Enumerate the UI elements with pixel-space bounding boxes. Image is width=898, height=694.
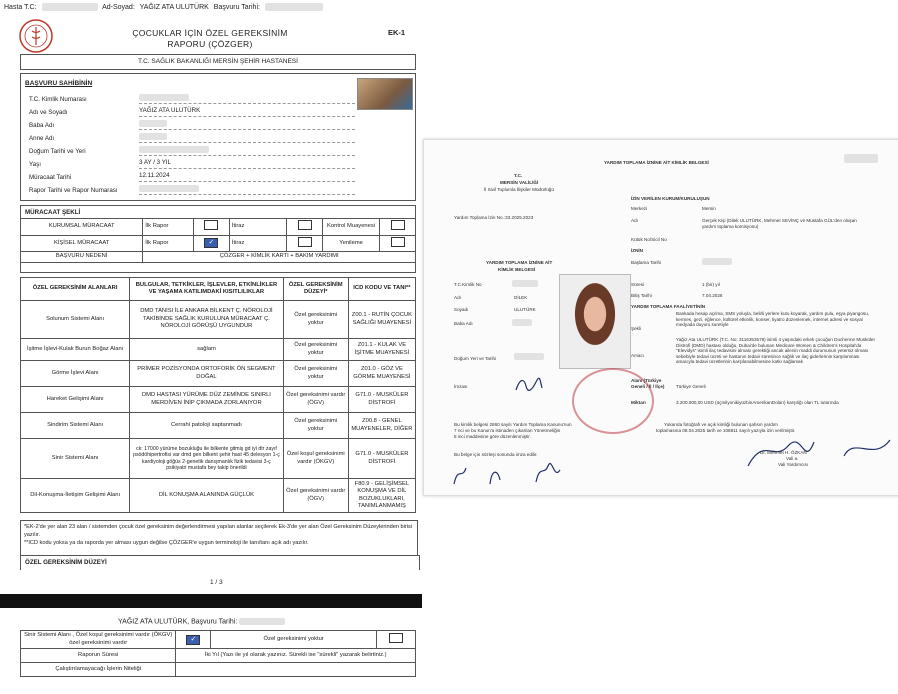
level-section-title: ÖZEL GEREKSİNİM DÜZEYİ <box>20 555 420 570</box>
row-area: Görme İşlevi Alanı <box>21 361 130 387</box>
gov-line-2: MERSİN VALİLİĞİ <box>500 180 539 185</box>
law-text-1: Bu kimlik belgesi 2860 sayılı Yardım Toplama Kanunu'nun <box>454 422 572 427</box>
field-value-father <box>139 120 355 130</box>
field-label-father: Baba Adı <box>29 122 55 129</box>
field-label-application-date: Müracaat Tarihi <box>29 174 72 181</box>
checkbox-cell[interactable] <box>287 235 323 252</box>
page2-table <box>20 630 416 677</box>
field-value-report-no <box>139 185 355 195</box>
row-findings: ck: 17000 yürüme bozukluğu ile bilkente gitmiş gd iyi dtr zayıf psödöhipertrofisi var dmd gen bilkent şehir hast 45 delesyon 1-ç kardiyoloji göğüs 2-genetik danışmanlık fizik tedavisi 3-ç psikiyatri mustafa bey takip önerildi <box>130 439 283 479</box>
applicant-section <box>20 73 416 201</box>
checkbox[interactable] <box>298 220 312 230</box>
row-level: Özel gereksinimi yoktur <box>283 339 348 361</box>
field-label-name: Adı ve Soyadı <box>29 109 68 116</box>
row-area: Dil-Konuşma-İletişim Gelişimi Alanı <box>21 479 130 513</box>
application-row-label: KURUMSAL MÜRACAAT <box>21 219 143 236</box>
row-value <box>176 663 416 677</box>
org-label: Süresi <box>631 282 645 287</box>
purpose-label: Amacı <box>631 353 645 358</box>
option-label: Özel gereksinimi yoktur <box>211 631 376 649</box>
needs-table-header <box>21 278 416 301</box>
org-value: Mersin <box>702 206 716 211</box>
org-label: Adı <box>631 218 638 223</box>
report-page-1 <box>0 0 422 592</box>
checkbox[interactable] <box>298 237 312 247</box>
page2-header-name: YAĞIZ ATA ULUTÜRK, Başvuru Tarihi: <box>118 618 238 626</box>
signer-role-2: Vali Yardımcısı <box>778 462 809 467</box>
amount-value: 3.200.000,00 USD (üçmilyonikiyüzbinAmerikanDoları) karşılığı olan TL tutarında <box>676 400 839 405</box>
row-icd: G71.0 - MUSKÜLER DİSTROFİ <box>348 439 415 479</box>
cert-field-label: Baba Adı <box>454 321 473 326</box>
option-label: İlk Rapor <box>143 235 194 252</box>
amount-label: Miktarı <box>631 400 646 405</box>
table-row <box>21 631 416 649</box>
checkbox-cell[interactable] <box>376 631 415 649</box>
row-level: Özel gereksinimi vardır (ÖGV) <box>283 479 348 513</box>
checkbox-checked-icon[interactable]: ✓ <box>204 238 218 248</box>
row-area: Sinir Sistemi Alanı <box>21 439 130 479</box>
date-label: Başvuru Tarihi: <box>213 3 260 11</box>
org-title: İZİN VERİLEN KURUM/KURULUŞUN <box>631 196 710 201</box>
row-area: İşitme İşlevi-Kulak Burun Boğaz Alanı <box>21 339 130 361</box>
checkbox-cell[interactable] <box>380 235 416 252</box>
cert-field-value: DİLEK <box>514 295 528 300</box>
row-level: Özel gereksinimi yoktur <box>283 413 348 439</box>
title-line-1: ÇOCUKLAR İÇİN ÖZEL GEREKSİNİM <box>132 28 288 38</box>
checkbox[interactable] <box>204 220 218 230</box>
org-value: Gerçek Kişi (Dilek ULUTÜRK, Mehmet SEVİNÇ ve Mustafa GÜL'den oluşan yardım toplama komisyonu) <box>702 218 857 229</box>
org-label: Kütük No/Sicil No <box>631 237 667 242</box>
org-value: 1 (bir) yıl <box>702 282 720 287</box>
table-row <box>21 301 416 339</box>
row-level: Özel gereksinimi yoktur <box>283 361 348 387</box>
patient-name: YAĞIZ ATA ULUTÜRK <box>139 3 209 11</box>
application-row-kurumsal <box>21 219 416 236</box>
table-row <box>21 439 416 479</box>
field-value-tc <box>139 94 355 104</box>
option-label: Yenileme <box>322 235 379 252</box>
field-label-mother: Anne Adı <box>29 135 55 142</box>
applicant-section-title: BAŞVURU SAHİBİNİN <box>25 80 93 87</box>
field-label-tc: T.C. Kimlik Numarası <box>29 96 87 103</box>
field-value-name: YAĞIZ ATA ULUTÜRK <box>139 107 355 117</box>
permit-number: Yardım Toplama İzin No.:33.2025.2023 <box>454 215 534 220</box>
table-row <box>21 413 416 439</box>
row-findings: Cerrahi patoloji saptanmadı <box>130 413 283 439</box>
checkbox-cell[interactable] <box>194 219 230 236</box>
method-label: Şekli <box>631 326 641 331</box>
hospital-name: T.C. SAĞLIK BAKANLIĞI MERSİN ŞEHİR HASTANESİ <box>20 54 416 70</box>
signature-icon <box>514 376 544 394</box>
row-icd: Z01.1 - KULAK VE İŞİTME MUAYENESİ <box>348 339 415 361</box>
checkbox-cell[interactable] <box>194 235 230 252</box>
header-findings: BULGULAR, TETKİKLER, İŞLEVLER, ETKİNLİKLER VE YAŞAMA KATILIMDAKİ KISITLILIKLAR <box>130 278 283 301</box>
row-value: İki Yıl (Yazı ile yıl olarak yazınız. Sürekli ise "sürekli" yazarak belirtiniz.) <box>176 649 416 663</box>
redacted-id <box>844 154 878 163</box>
holder-photo <box>559 274 631 369</box>
footnote-1: *EK-2'de yer alan 23 alan / sistemden çocuk özel gereksinim değerlendirmesi yapılan alanlar seçilerek Ek-3'de yer alan Özel Gereksinim Düzeylerinden birisi yazılır. <box>24 524 412 538</box>
footnotes <box>20 520 418 556</box>
signers-text: Bu belge için sözleşi sonunda imza edilir. <box>454 452 538 457</box>
purpose-value: Yağız Ata ULUTÜRK (T.C. No: 3116353578) isimli 4 yaşındaki erkek çocuğun Duchenne Musküler Distrofi (DMD) hastası olduğu, Dubai'de bulunan Medicare Women & Children's Hospital'da "Elevidys" isimli ilaç tedavisini alması gerektiği ancak ailenin maddi durumunun yetersiz olması sebebiyle tedavi ücreti ve hastanın tedavi süresince sağlık ve ilaç giderlerinin karşılanması amacıyla tedavi ücretlerinin karşılanabilmesine katkı sağlamak <box>676 337 875 364</box>
option-label: İlk Rapor <box>143 219 194 236</box>
application-type-title: MÜRACAAT ŞEKLİ <box>25 209 81 216</box>
activity-title: YARDIM TOPLAMA FAALİYETİNİN <box>631 304 706 309</box>
table-row <box>21 479 416 513</box>
field-value-birth <box>139 146 355 156</box>
row-icd: Z01.0 - GÖZ VE GÖRME MUAYENESİ <box>348 361 415 387</box>
org-label: Başlama Tarihi <box>631 260 662 265</box>
approval-text-1: Yukarıda fotoğrafı ve açık kimliği bulunan şahsın yardım <box>664 422 778 427</box>
checkbox[interactable] <box>391 220 405 230</box>
row-level: Özel gereksinimi vardır (ÖGV) <box>283 387 348 413</box>
report-title <box>110 28 310 50</box>
row-findings: DMD TANISI İLE ANKARA BİLKENT Ç. NÖROLOJİ TAKİBİNDE SAĞLIK KURULUNA MÜRACAAT Ç. NÖROLOJİ GÖRÜŞÜ UYGUNDUR <box>130 301 283 339</box>
option-label: İtiraz <box>229 219 286 236</box>
redacted-start-date <box>702 258 732 265</box>
application-row-kisisel <box>21 235 416 252</box>
law-text-3: 8 inci maddesine göre düzenlenmiştir. <box>454 434 531 439</box>
option-label: İtiraz <box>229 235 286 252</box>
redacted-tc <box>42 3 98 11</box>
name-label: Ad-Soyad: <box>102 3 135 11</box>
row-area: Solunum Sistemi Alanı <box>21 301 130 339</box>
cert-field-label: T.C.Kimlik No <box>454 282 482 287</box>
area-value: Türkiye Geneli <box>676 384 706 389</box>
row-findings: DİL KONUŞMA ALANINDA GÜÇLÜK <box>130 479 283 513</box>
org-value: 7.04.2026 <box>702 293 723 298</box>
row-icd: Z00.1 - RUTİN ÇOCUK SAĞLIĞI MUAYENESİ <box>348 301 415 339</box>
row-area: Sindirim Sistemi Alanı <box>21 413 130 439</box>
footnote-2: **ICD kodu yoksa ya da raporda yer alması uygun değilse ÇÖZGER'e uygun terminoloji ile tanı/tanı açık adı yazılır. <box>24 540 309 546</box>
checkbox-cell[interactable] <box>380 219 416 236</box>
table-row <box>21 339 416 361</box>
method-value: Bankada hesap açılma, SMS yoluyla, belirli yerlere kutu koyarak, yardım pulu, eşya piyangosu, kermes, gezi, eğlence, kültürel etkinlik, konser, tiyatro düzenlemek, internet adresi ve sosyal medyada duyuru suretiyle <box>676 311 870 327</box>
row-icd: F80.9 - GELİŞİMSEL KONUŞMA VE DİL BOZUKLUKLARI, TANIMLANMAMIŞ <box>348 479 415 513</box>
org-label: Merkezi <box>631 206 648 211</box>
card-title-2: KİMLİK BELGESİ <box>498 267 536 272</box>
row-icd: G71.0 - MUSKÜLER DİSTROFİ <box>348 387 415 413</box>
area-label: Alanı (Türkiye Geneli / İl / İlçe) <box>631 378 665 389</box>
page-separator <box>0 594 422 608</box>
needs-table <box>20 277 416 513</box>
table-row <box>21 387 416 413</box>
checkbox-checked-icon[interactable]: ✓ <box>186 635 200 645</box>
page-number: 1 / 3 <box>210 579 223 586</box>
redacted-tc <box>512 280 538 287</box>
gov-line-3: İl Sivil Toplumla İlişkiler Müdürlüğü <box>484 187 554 192</box>
table-row <box>21 663 416 677</box>
card-title-1: YARDIM TOPLAMA İZNİNE AİT <box>486 260 553 265</box>
redacted-date <box>239 618 285 625</box>
field-label-birth: Doğum Tarihi ve Yeri <box>29 148 86 155</box>
row-label: Sinir Sistemi Alanı , Özel koşul gereksinimi vardır (ÖKGV) özel gereksinimi vardır <box>21 631 176 649</box>
ministry-seal-icon <box>18 18 54 54</box>
application-row-label: KİŞİSEL MÜRACAAT <box>21 235 143 252</box>
page2-header <box>118 618 285 625</box>
application-reason-row <box>21 252 416 263</box>
checkbox[interactable] <box>391 237 405 247</box>
report-page-2 <box>0 608 422 694</box>
header-area: ÖZEL GEREKSİNİM ALANLARI <box>21 278 130 301</box>
signer-role-1: Vali a. <box>786 456 799 461</box>
law-text-2: 7 nci ve bu Kanun'a istinaden çıkarılan Yönetmeliğin <box>454 428 561 433</box>
gov-line-1: T.C. <box>514 173 523 178</box>
tc-label: Hasta T.C: <box>4 3 37 11</box>
row-area: Hareket Gelişimi Alanı <box>21 387 130 413</box>
redacted-father <box>512 319 532 326</box>
signer-name: Dr. Mehmet H. ÖZKAN <box>760 450 807 455</box>
application-type-section <box>20 205 416 273</box>
redacted-date <box>265 3 323 11</box>
fundraising-certificate <box>423 139 898 496</box>
form-code: EK-1 <box>388 28 406 37</box>
row-label: Çalıştırılamayacağı İşlerin Niteliği <box>21 663 176 677</box>
row-level: Özel koşul gereksinimi vardır (ÖKGV) <box>283 439 348 479</box>
field-value-mother <box>139 133 355 143</box>
org-label: İZNİN <box>631 248 643 253</box>
table-row <box>21 361 416 387</box>
reason-label: BAŞVURU NEDENİ <box>21 252 143 263</box>
field-value-age: 3 AY / 3 YIL <box>139 159 355 169</box>
checkbox-cell[interactable] <box>176 631 211 649</box>
cert-field-label: Adı <box>454 295 461 300</box>
row-icd: Z00.8 - GENEL MUAYENELER, DİĞER <box>348 413 415 439</box>
row-level: Özel gereksinimi yoktur <box>283 301 348 339</box>
table-row <box>21 649 416 663</box>
patient-header-line <box>4 3 326 11</box>
field-label-age: Yaşı <box>29 161 41 168</box>
row-findings: PRİMER POZİSYONDA ORTOFORİK ÖN SEGMENT DOĞAL <box>130 361 283 387</box>
row-label: Raporun Süresi <box>21 649 176 663</box>
row-findings: DMD HASTASI YÜRÜME DÜZ ZEMİNDE SINIRLI MERDİVEN İNİP ÇIKMADA ZORLANIYOR <box>130 387 283 413</box>
commission-signatures-icon <box>450 460 570 488</box>
org-label: Bitiş Tarihi <box>631 293 652 298</box>
cert-field-label: İmzası <box>454 384 468 389</box>
header-level: ÖZEL GEREKSİNİM DÜZEYİ* <box>283 278 348 301</box>
cert-field-value: ULUTÜRK <box>514 307 536 312</box>
redacted-birth <box>514 353 544 360</box>
cert-field-label: Doğum Yeri ve Tarihi <box>454 356 497 361</box>
certificate-title: YARDIM TOPLAMA İZNİNE AİT KİMLİK BELGESİ <box>604 160 709 165</box>
cert-field-label: Soyadı <box>454 307 469 312</box>
option-label: Kontrol Muayenesi <box>322 219 379 236</box>
reason-value: ÇÖZGER + KİMLİK KARTI + BAKIM YARDIMI <box>143 252 416 263</box>
header-icd: ICD KODU VE TANI** <box>348 278 415 301</box>
title-line-2: RAPORU (ÇÖZGER) <box>167 39 253 49</box>
field-label-report-no: Rapor Tarihi ve Rapor Numarası <box>29 187 118 194</box>
checkbox-cell[interactable] <box>287 219 323 236</box>
row-findings: sağlam <box>130 339 283 361</box>
applicant-photo <box>357 78 413 110</box>
checkbox[interactable] <box>389 633 403 643</box>
field-value-application-date: 12.11.2024 <box>139 172 355 182</box>
application-type-table <box>20 218 416 263</box>
approval-text-2: toplamasına 08.04.2025 tarih ve 108811 sayılı yazıyla izin verilmiştir. <box>656 428 796 433</box>
